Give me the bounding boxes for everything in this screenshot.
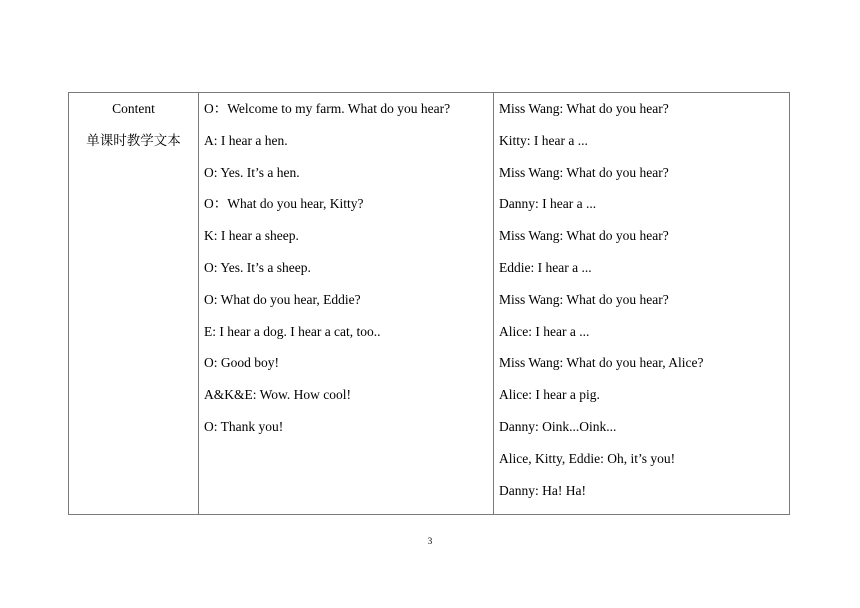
- label-cell: [69, 93, 199, 515]
- dialogue-line: O：What do you hear, Kitty?: [204, 196, 364, 212]
- dialogue-line: K: I hear a sheep.: [204, 228, 299, 244]
- table-row: [69, 93, 790, 515]
- dialogue-line: Danny: Oink...Oink...: [499, 418, 617, 434]
- page-number: 3: [427, 536, 433, 546]
- dialogue-line: O: What do you hear, Eddie?: [204, 291, 361, 307]
- dialogue-line: Miss Wang: What do you hear?: [499, 228, 669, 244]
- dialogue-line: Danny: Ha! Ha!: [499, 482, 586, 498]
- dialogue-line: Danny: I hear a ...: [499, 196, 597, 212]
- dialogue-line: O: Thank you!: [204, 418, 284, 434]
- dialogue-line: A&K&E: Wow. How cool!: [204, 387, 352, 403]
- dialogue-cell-a: [199, 93, 494, 515]
- dialogue-line: Miss Wang: What do you hear?: [499, 164, 669, 180]
- lesson-text-label: 单课时教学文本: [86, 133, 181, 148]
- dialogue-line: Alice, Kitty, Eddie: Oh, it’s you!: [499, 450, 676, 466]
- dialogue-line: Alice: I hear a pig.: [499, 387, 600, 403]
- dialogue-line: A: I hear a hen.: [204, 132, 288, 148]
- content-label: Content: [112, 101, 155, 116]
- dialogue-line: O: Yes. It’s a sheep.: [204, 259, 311, 275]
- dialogue-line: Alice: I hear a ...: [499, 323, 590, 339]
- dialogue-cell-b: [494, 93, 790, 515]
- dialogue-line: Miss Wang: What do you hear?: [499, 101, 669, 116]
- dialogue-line: Kitty: I hear a ...: [499, 132, 588, 148]
- content-table: [68, 92, 790, 515]
- dialogue-line: Miss Wang: What do you hear, Alice?: [499, 355, 704, 371]
- dialogue-line: O: Good boy!: [204, 355, 279, 371]
- dialogue-line: Eddie: I hear a ...: [499, 259, 592, 275]
- dialogue-line: O：Welcome to my farm. What do you hear?: [204, 101, 451, 116]
- dialogue-line: O: Yes. It’s a hen.: [204, 164, 300, 180]
- dialogue-line: E: I hear a dog. I hear a cat, too..: [204, 323, 381, 339]
- dialogue-line: Miss Wang: What do you hear?: [499, 291, 669, 307]
